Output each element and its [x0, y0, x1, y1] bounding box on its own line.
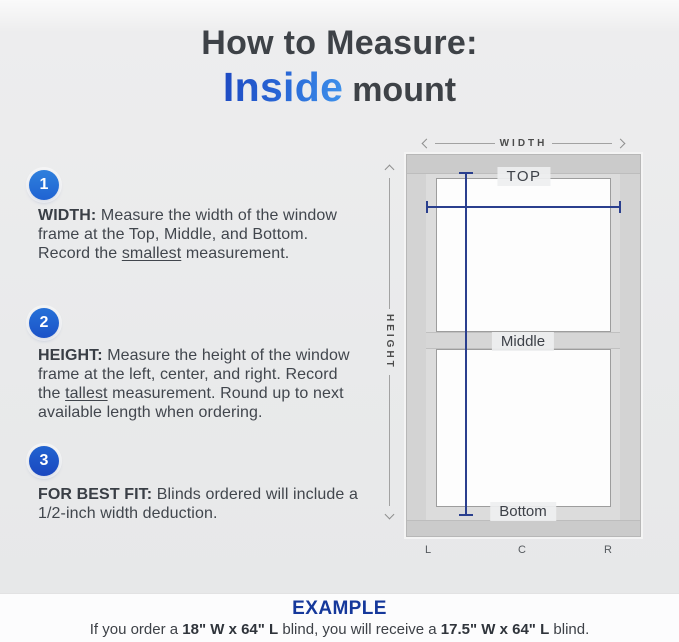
step-1-underlined-word: smallest	[121, 245, 182, 262]
width-label: WIDTH	[499, 137, 548, 149]
example-footer	[0, 593, 679, 642]
middle-position-label: Middle	[492, 332, 554, 351]
step-2-text	[38, 346, 356, 422]
bottom-position-label: Bottom	[490, 502, 556, 521]
arrow-up-icon	[385, 165, 395, 175]
left-marker: L	[425, 544, 432, 556]
title-line1: How to Measure:	[201, 24, 478, 62]
width-measure-arrow	[423, 137, 624, 149]
height-measure-arrow	[383, 166, 396, 518]
height-label: HEIGHT	[384, 314, 395, 370]
step-2-lead: HEIGHT:	[38, 347, 103, 364]
title-accent-inside: Inside	[222, 64, 344, 110]
step-1-lead: WIDTH:	[38, 207, 97, 224]
step-1-body: Measure the width of the window frame at the Top, Middle, and Bottom. Record the	[38, 207, 338, 262]
window-sill	[407, 520, 640, 536]
example-part-2: blind, you will receive a	[278, 621, 441, 638]
arrow-right-icon	[616, 138, 626, 148]
step-3-body: Blinds ordered will include a 1/2-inch width deduction.	[38, 486, 358, 522]
step-2-badge: 2	[29, 308, 59, 338]
width-arrow-line-left	[435, 143, 495, 144]
step-1-after: measurement.	[181, 245, 290, 262]
center-marker: C	[518, 544, 526, 556]
step-2-after: measurement. Round up to next available length when ordering.	[38, 385, 344, 421]
example-part-3: blind.	[549, 621, 590, 638]
step-3-lead: FOR BEST FIT:	[38, 486, 153, 503]
arrow-down-icon	[385, 510, 395, 520]
arrow-left-icon	[422, 138, 432, 148]
example-heading: EXAMPLE	[292, 598, 387, 619]
height-arrow-line-top	[389, 178, 390, 309]
step-3-text	[38, 485, 383, 523]
step-2-body: Measure the height of the window frame at the left, center, and right. Record the	[38, 347, 350, 402]
page-title	[0, 24, 679, 111]
example-received-size: 17.5" W x 64" L	[440, 621, 550, 638]
top-position-label: TOP	[497, 167, 550, 186]
window-pane-top	[436, 178, 611, 332]
step-1-badge: 1	[29, 170, 59, 200]
example-part-1: If you order a	[89, 621, 183, 638]
example-ordered-size: 18" W x 64" L	[182, 621, 279, 638]
title-line2	[0, 64, 679, 111]
step-1-text	[38, 206, 356, 263]
window-pane-bottom	[436, 349, 611, 507]
width-measurement-line	[426, 206, 621, 208]
width-arrow-line-right	[552, 143, 612, 144]
step-2-underlined-word: tallest	[65, 385, 108, 402]
step-3-badge: 3	[29, 446, 59, 476]
height-measurement-line	[465, 172, 467, 516]
height-arrow-line-bottom	[389, 375, 390, 506]
title-rest-mount: mount	[352, 71, 457, 109]
example-sentence	[0, 621, 679, 638]
right-marker: R	[604, 544, 612, 556]
